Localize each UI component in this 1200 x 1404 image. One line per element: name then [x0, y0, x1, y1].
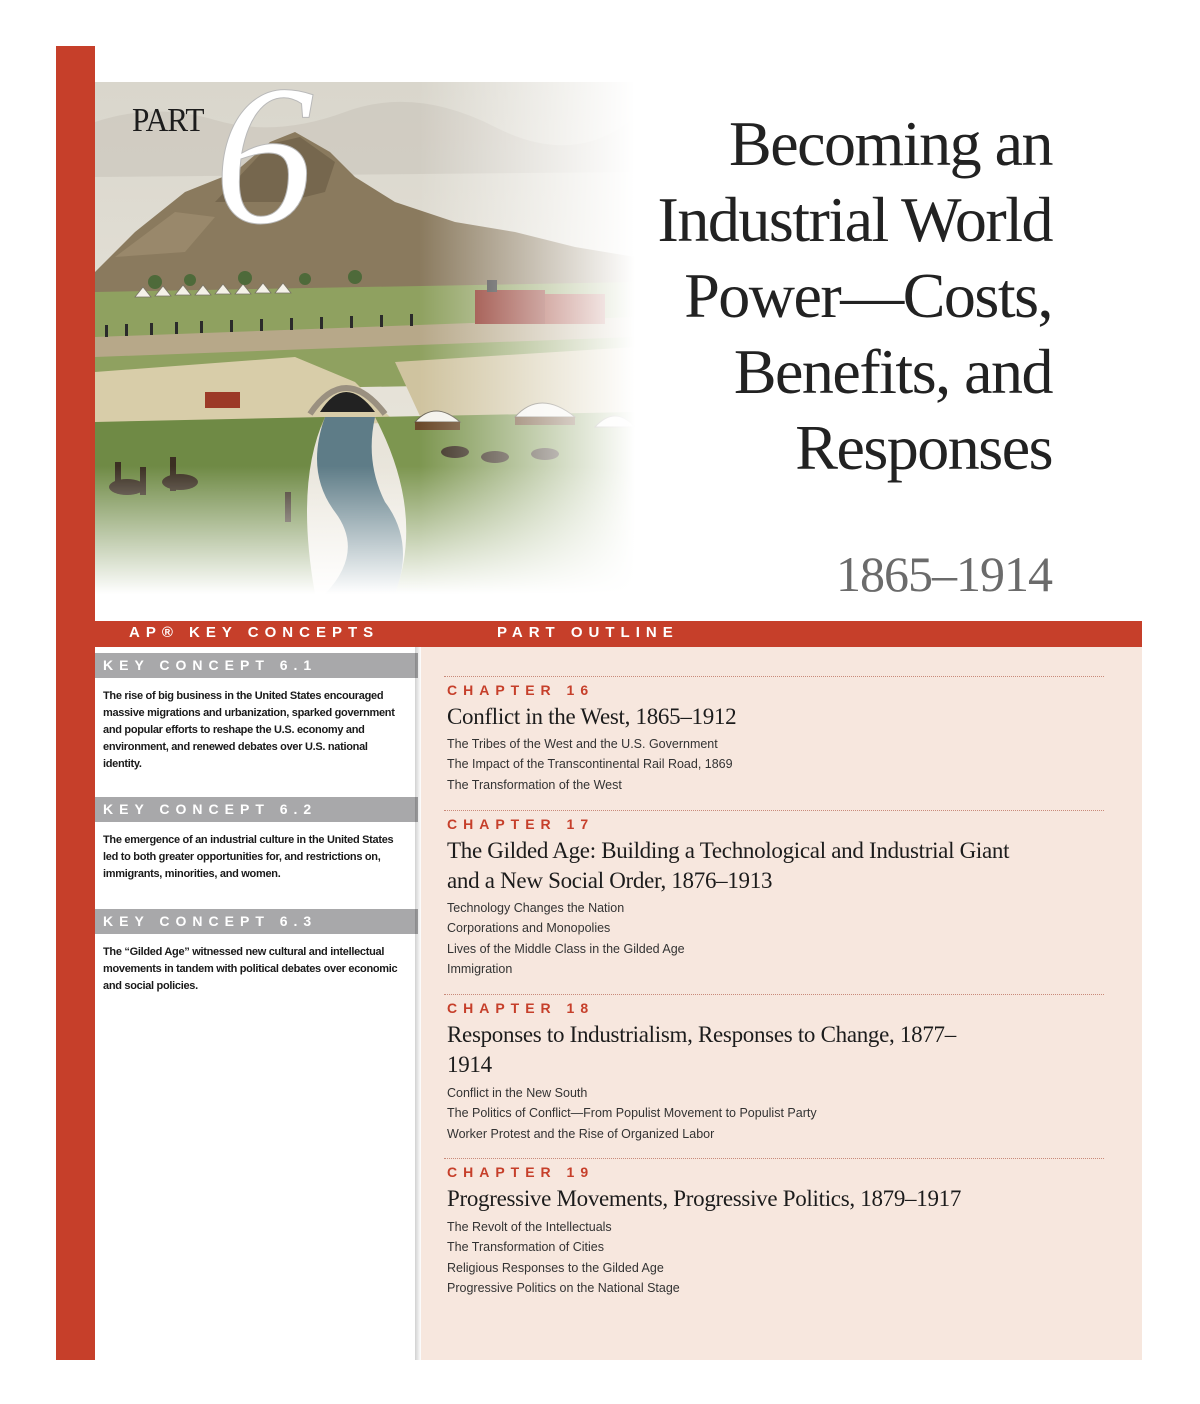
dotted-divider	[444, 994, 1104, 995]
key-concept-label: KEY CONCEPT 6.2	[95, 797, 418, 822]
chapter-section-item[interactable]: Technology Changes the Nation	[447, 901, 625, 915]
chapter-section-item[interactable]: Corporations and Monopolies	[447, 921, 611, 936]
title-line: Benefits, and	[733, 336, 1052, 407]
dotted-divider	[444, 676, 1104, 677]
key-concept-text: The “Gilded Age” witnessed new cultural and intellectual movements in tandem with political debates over economic and social policies.	[103, 946, 398, 992]
title-line: Power—Costs,	[684, 260, 1052, 331]
chapter-section-item[interactable]: Lives of the Middle Class in the Gilded Age	[447, 941, 685, 956]
part-number: 6	[214, 45, 314, 266]
chapter-number: CHAPTER 19	[447, 1164, 595, 1180]
chapter-section-item[interactable]: The Politics of Conflict—From Populist Movement to Populist Party	[447, 1106, 817, 1121]
dotted-divider	[444, 810, 1104, 811]
page-title	[492, 106, 1052, 486]
chapter-section-item[interactable]: The Tribes of the West and the U.S. Government	[447, 737, 718, 751]
date-range: 1865–1914	[836, 546, 1052, 602]
chapter-section-item[interactable]: The Transformation of the West	[447, 777, 622, 792]
chapter-title[interactable]: Progressive Movements, Progressive Politics, 1879–1917	[447, 1186, 962, 1211]
title-line: Becoming an	[729, 108, 1052, 179]
title-line: Industrial World	[657, 184, 1052, 255]
chapter-title[interactable]: The Gilded Age: Building a Technological and Industrial Giant and a New Social Order, 1876–1913	[447, 838, 1010, 893]
key-concept-label: KEY CONCEPT 6.1	[95, 653, 418, 678]
key-concept-text: The emergence of an industrial culture in the United States led to both greater opportunities for, and restrictions on, immigrants, minorities, and women.	[103, 834, 394, 880]
key-concept-label: KEY CONCEPT 6.3	[95, 909, 418, 934]
chapter-number: CHAPTER 17	[447, 816, 595, 832]
chapter-section-item[interactable]: Immigration	[447, 961, 513, 976]
chapter-number: CHAPTER 16	[447, 682, 595, 698]
left-accent-bar	[56, 46, 95, 1360]
chapter-section-item[interactable]: Religious Responses to the Gilded Age	[447, 1260, 664, 1275]
title-line: Responses	[795, 412, 1052, 483]
part-outline-heading: PART OUTLINE	[497, 624, 679, 641]
dotted-divider	[444, 1158, 1104, 1159]
chapter-title[interactable]: Responses to Industrialism, Responses to Change, 1877–1914	[447, 1022, 956, 1077]
chapter-sections	[447, 1083, 817, 1144]
chapter-number: CHAPTER 18	[447, 1000, 595, 1016]
chapter-section-item[interactable]: Conflict in the New South	[447, 1086, 588, 1100]
section-header-bar	[95, 621, 1142, 647]
chapter-section-item[interactable]: The Impact of the Transcontinental Rail Road, 1869	[447, 757, 733, 772]
chapter-sections	[447, 734, 733, 795]
key-concepts-heading: AP® KEY CONCEPTS	[129, 624, 380, 641]
part-label: PART	[132, 102, 204, 139]
chapter-sections	[447, 1217, 680, 1298]
chapter-section-item[interactable]: Progressive Politics on the National Stage	[447, 1280, 680, 1295]
chapter-section-item[interactable]: The Revolt of the Intellectuals	[447, 1220, 612, 1234]
chapter-section-item[interactable]: The Transformation of Cities	[447, 1240, 605, 1255]
chapter-section-item[interactable]: Worker Protest and the Rise of Organized Labor	[447, 1126, 715, 1141]
chapter-sections	[447, 898, 685, 979]
key-concept-text: The rise of big business in the United States encouraged massive migrations and urbanization, sparked government and popular efforts to reshape the U.S. economy and environment, and renewed debates over U.S. national identity.	[103, 690, 395, 770]
chapter-title[interactable]: Conflict in the West, 1865–1912	[447, 704, 737, 729]
